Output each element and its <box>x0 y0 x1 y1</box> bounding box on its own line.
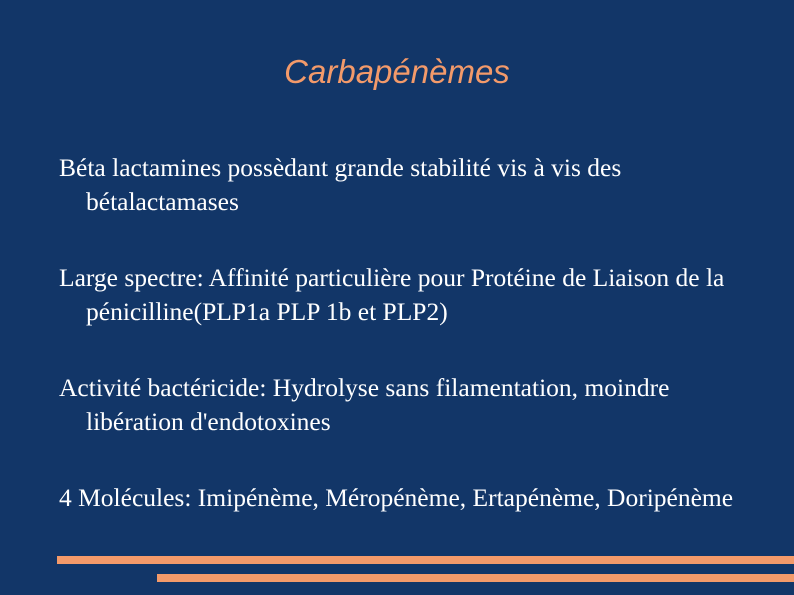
bullet-item: 4 Molécules: Imipénème, Méropénème, Ertapénème, Doripénème <box>59 483 734 512</box>
bullet-item: Activité bactéricide: Hydrolyse sans filamentation, moindre libération d'endotoxines <box>59 373 670 436</box>
decorative-bar-top <box>57 556 794 564</box>
bullet-item: Béta lactamines possèdant grande stabilité vis à vis des bétalactamases <box>59 153 622 216</box>
decorative-bar-bottom <box>157 574 794 582</box>
slide-title: Carbapénèmes <box>284 53 510 90</box>
bullet-list <box>59 151 759 515</box>
bullet-item: Large spectre: Affinité particulière pour Protéine de Liaison de la pénicilline(PLP1a PLP 1b et PLP2) <box>59 263 725 326</box>
